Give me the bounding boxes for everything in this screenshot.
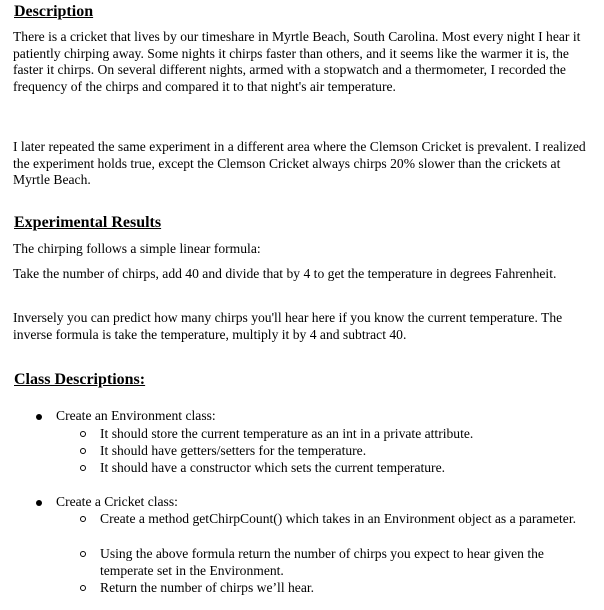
bullet-dot-icon	[36, 414, 42, 420]
class-item-cricket: Create a Cricket class:	[56, 494, 178, 509]
cricket-subitem-1: Create a method getChirpCount() which takes in an Environment object as a parameter.	[100, 511, 577, 526]
experimental-results-heading: Experimental Results	[14, 214, 162, 231]
description-paragraph-1: There is a cricket that lives by our timeshare in Myrtle Beach, South Carolina. Most every night I hear it patiently chirping away. Some nights it chirps faster than others, and it seems like the warmer it is, the faster it chirps. On several different nights, armed with a stopwatch and a thermometer, I recorded the frequency of the chirps and compared it to that night's air temperature.	[13, 29, 581, 94]
circle-bullet-icon	[80, 516, 86, 522]
environment-subitem-3: It should have a constructor which sets the current temperature.	[100, 460, 446, 475]
results-paragraph-1: The chirping follows a simple linear formula:	[13, 241, 261, 256]
results-paragraph-2: Take the number of chirps, add 40 and divide that by 4 to get the temperature in degrees Fahrenheit.	[13, 266, 557, 281]
circle-bullet-icon	[80, 431, 86, 437]
bullet-dot-icon	[36, 500, 42, 506]
cricket-subitem-3: Return the number of chirps we’ll hear.	[100, 580, 315, 595]
circle-bullet-icon	[80, 465, 86, 471]
class-item-environment: Create an Environment class:	[56, 408, 216, 423]
description-heading: Description	[14, 3, 94, 20]
circle-bullet-icon	[80, 448, 86, 454]
circle-bullet-icon	[80, 585, 86, 591]
environment-subitem-2: It should have getters/setters for the temperature.	[100, 443, 367, 458]
class-descriptions-heading: Class Descriptions:	[14, 371, 146, 388]
cricket-subitem-2: Using the above formula return the number of chirps you expect to hear given the temperate set in the Environment.	[100, 546, 544, 578]
circle-bullet-icon	[80, 551, 86, 557]
results-paragraph-3: Inversely you can predict how many chirps you'll hear here if you know the current temperature. The inverse formula is take the temperature, multiply it by 4 and subtract 40.	[13, 310, 563, 342]
environment-subitem-1: It should store the current temperature as an int in a private attribute.	[100, 426, 474, 441]
description-paragraph-2: I later repeated the same experiment in a different area where the Clemson Cricket is prevalent. I realized the experiment holds true, except the Clemson Cricket always chirps 20% slower than the crickets at Myrtle Beach.	[13, 139, 586, 187]
